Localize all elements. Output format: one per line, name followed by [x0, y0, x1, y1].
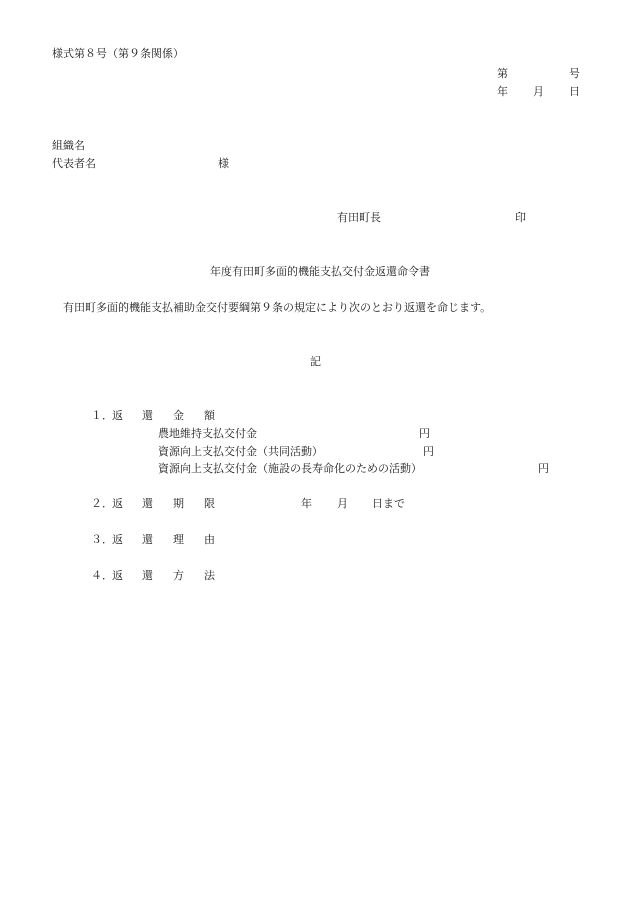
deadline-month: 月 — [337, 497, 348, 510]
item-label-char: 還 — [142, 409, 153, 422]
item-number: ４． — [91, 569, 113, 582]
item-label-char: 金 — [173, 409, 184, 422]
item-number: ２． — [91, 497, 113, 510]
representative-label: 代表者名 — [52, 157, 96, 170]
form-number: 様式第８号（第９条関係） — [52, 47, 184, 60]
doc-number-prefix: 第 — [497, 67, 508, 80]
amount-line-unit: 円 — [423, 445, 434, 458]
item-label-char: 由 — [204, 533, 215, 546]
date-day: 日 — [569, 85, 580, 98]
amount-line-name: 農地維持支払交付金 — [158, 427, 257, 440]
issuer-title: 有田町長 — [337, 211, 381, 224]
item-number: １． — [91, 409, 113, 422]
honorific: 様 — [218, 157, 229, 170]
item-label-char: 額 — [204, 409, 215, 422]
amount-line-unit: 円 — [419, 427, 430, 440]
doc-number-suffix: 号 — [569, 67, 580, 80]
item-label-char: 還 — [142, 497, 153, 510]
seal-mark: 印 — [515, 211, 526, 224]
item-label-char: 還 — [142, 533, 153, 546]
item-number: ３． — [91, 533, 113, 546]
item-label-char: 返 — [112, 533, 123, 546]
item-label-char: 返 — [112, 569, 123, 582]
item-label-char: 返 — [112, 409, 123, 422]
date-month: 月 — [533, 85, 544, 98]
body-text: 有田町多面的機能支払補助金交付要綱第９条の規定により次のとおり返還を命じます。 — [63, 301, 492, 314]
item-label-char: 返 — [112, 497, 123, 510]
item-label-char: 限 — [204, 497, 215, 510]
date-year: 年 — [497, 85, 508, 98]
item-label-char: 期 — [173, 497, 184, 510]
item-label-char: 理 — [173, 533, 184, 546]
amount-line-name: 資源向上支払交付金（共同活動） — [158, 445, 323, 458]
amount-line-name: 資源向上支払交付金（施設の長寿命化のための活動） — [158, 462, 422, 475]
amount-line-unit: 円 — [538, 462, 549, 475]
item-label-char: 法 — [204, 569, 215, 582]
deadline-year: 年 — [301, 497, 312, 510]
ki-label: 記 — [310, 355, 321, 368]
org-name-label: 組織名 — [52, 139, 85, 152]
item-label-char: 還 — [142, 569, 153, 582]
item-label-char: 方 — [173, 569, 184, 582]
document-title: 年度有田町多面的機能支払交付金返還命令書 — [210, 265, 430, 278]
deadline-day-until: 日まで — [372, 497, 405, 510]
